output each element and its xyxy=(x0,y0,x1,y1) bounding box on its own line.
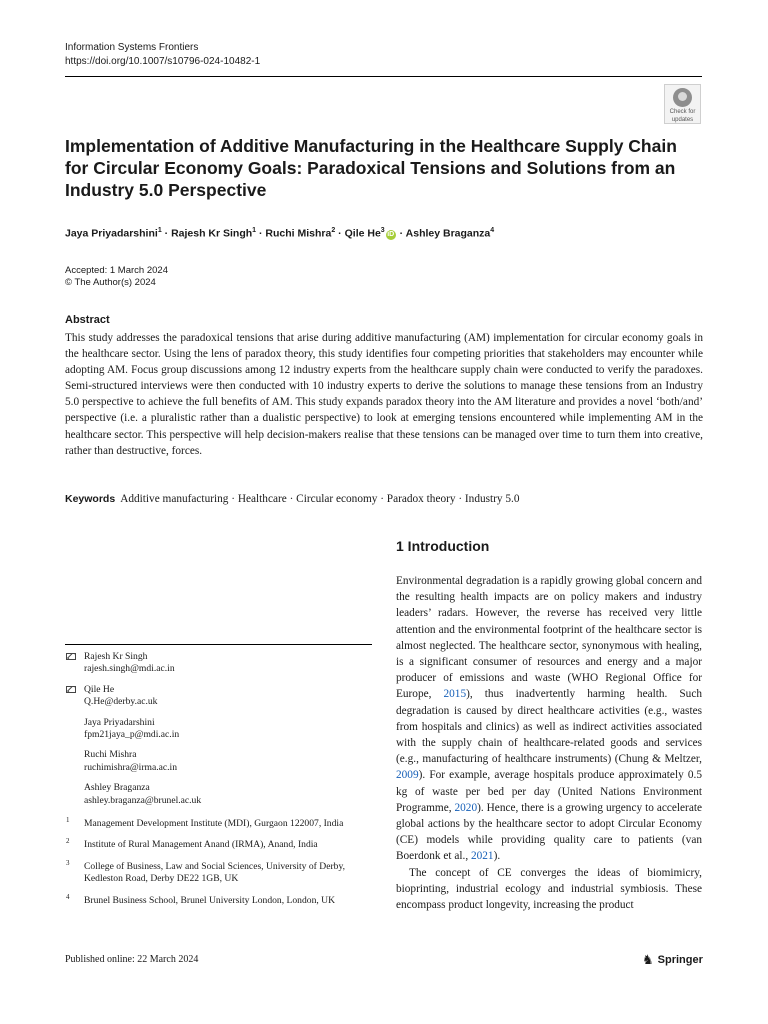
author-name: Ashley Braganza xyxy=(405,227,491,240)
published-date: Published online: 22 March 2024 xyxy=(65,954,199,965)
contact-entry xyxy=(65,684,372,709)
affiliation-text: Management Development Institute (MDI), Gurgaon 122007, India xyxy=(84,818,344,829)
orcid-icon[interactable]: iD xyxy=(387,230,395,238)
affiliation-number: 2 xyxy=(66,837,70,846)
contact-email[interactable]: Q.He@derby.ac.uk xyxy=(84,696,158,708)
paragraph: Environmental degradation is a rapidly growing global concern and the resulting health impacts are on policy makers and industry leaders’ radars. However, the reverse has received very little attention and the environmental footprint of the healthcare sector is almost neglected. The healthcare sector, synonymous with healing, is a significant consumer of resources and energy and a major producer of emissions and waste (WHO Regional Office for Europe, 2015), thus inadvertently harming health. Such degradation is caused by direct healthcare activities (e.g., wastes from hospitals and clinics) as well as indirect activities associated with the supply chain of healthcare-related goods and services (e.g., manufacturing of healthcare instruments) (Chung & Meltzer, 2009). For example, average hospitals produce approximately 0.5 kg of waste per bed per day (United Nations Environment Programme, 2020). Hence, there is a growing urgency to accelerate global actions by the healthcare sector to adopt Circular Economy (CE) models while providing quality care to patients (van Boerdonk et al., 2021). xyxy=(396,575,702,863)
footnote-rule xyxy=(65,644,372,645)
publisher-name: Springer xyxy=(657,954,703,966)
affiliation-text: Brunel Business School, Brunel University London, London, UK xyxy=(84,894,336,906)
author-name: Jaya Priyadarshini xyxy=(65,227,158,240)
author-affiliation-ref: 1 xyxy=(252,227,257,234)
affiliation-entry xyxy=(65,892,372,907)
author-name: Ruchi Mishra xyxy=(265,227,332,240)
contact-email[interactable]: fpm21jaya_p@mdi.ac.in xyxy=(84,729,180,741)
accepted-date: Accepted: 1 March 2024 xyxy=(65,265,168,276)
check-for-updates-badge[interactable] xyxy=(664,84,701,124)
affiliation-number: 3 xyxy=(66,858,70,867)
affiliation-text: College of Business, Law and Social Sciences, University of Derby, Kedleston Road, Derby DE22 1GB, UK xyxy=(84,860,346,885)
contact-entry xyxy=(65,651,372,676)
keywords xyxy=(65,492,705,507)
contact-entry xyxy=(65,749,372,774)
affiliation-entry xyxy=(65,818,372,830)
citation-link[interactable]: 2021 xyxy=(470,850,494,863)
header-rule xyxy=(65,76,702,77)
author-affiliation-ref: 1 xyxy=(157,227,162,234)
abstract-heading: Abstract xyxy=(65,314,110,326)
author-list: Jaya Priyadarshini$^1$ · Rajesh Kr Singh$^1$ · Ruchi Mishra$^2$ · Qile He$^3$ iD · Ashley Braganza$^4$ xyxy=(65,227,495,240)
citation-link[interactable]: 2015 xyxy=(443,688,467,701)
contact-email[interactable]: rajesh.singh@mdi.ac.in xyxy=(84,663,175,675)
badge-line-2: updates xyxy=(671,117,694,123)
affiliation-entry xyxy=(65,858,372,886)
introduction-body xyxy=(396,573,702,913)
springer-horse-icon: ♞ xyxy=(642,952,654,967)
doi-link[interactable]: https://doi.org/10.1007/s10796-024-10482-1 xyxy=(65,56,261,67)
envelope-icon xyxy=(66,653,76,660)
affiliation-text: Institute of Rural Management Anand (IRMA), Anand, India xyxy=(84,839,318,851)
contact-name: Rajesh Kr Singh xyxy=(84,651,148,662)
keywords-list: Additive manufacturing · Healthcare · Circular economy · Paradox theory · Industry 5.0 xyxy=(120,493,520,505)
author-name: Rajesh Kr Singh xyxy=(171,227,253,240)
affiliation-number: 4 xyxy=(66,892,70,901)
envelope-icon xyxy=(66,686,76,693)
affiliations xyxy=(65,818,372,916)
abstract-text: This study addresses the paradoxical tensions that arise during additive manufacturing (AM) implementation for circular economy goals in the healthcare sector. Using the lens of paradox theory, this study identifies four competing priorities that stakeholders may encounter while adopting AM. Focus group discussions among 12 industry experts from the healthcare supply chain were conducted to verify the paradoxes. Semi-structured interviews were then conducted with 10 industry experts to derive the solutions to manage these tensions from an Industry 5.0 perspective to achieve the full benefits of AM. This study expands paradox theory into the AM literature and provides a novel ‘both/and’ perspective (i.e. a pluralistic rather than a dualistic perspective) to look at emerging tensions encountered while implementing AM in the healthcare sector. This perspective will help decision-makers realise that these tensions can be managed over time to turn them into creative, rather than destructive, forces. xyxy=(65,332,703,457)
contact-email[interactable]: ashley.braganza@brunel.ac.uk xyxy=(84,794,202,806)
paragraph: The concept of CE converges the ideas of biomimicry, bioprinting, industrial ecology and industrial symbiosis. These encompass product longevity, increasing the product xyxy=(396,866,702,912)
keywords-label: Keywords xyxy=(65,493,116,505)
citation-link[interactable]: 2020 xyxy=(454,801,478,814)
publisher-logo[interactable] xyxy=(642,952,703,968)
journal-header xyxy=(65,41,260,69)
contact-name: Jaya Priyadarshini xyxy=(84,716,155,728)
contact-name: Qile He xyxy=(84,683,115,695)
citation-link[interactable]: 2009 xyxy=(396,769,419,782)
contact-entry xyxy=(65,717,372,742)
contact-name: Ashley Braganza xyxy=(84,782,150,794)
section-heading-introduction: 1 Introduction xyxy=(396,538,490,554)
check-updates-icon xyxy=(673,88,692,107)
contact-entry xyxy=(65,782,372,807)
contact-name: Ruchi Mishra xyxy=(84,749,137,761)
journal-name: Information Systems Frontiers xyxy=(65,42,199,53)
author-contacts xyxy=(65,651,372,815)
badge-line-1: Check for xyxy=(669,109,696,115)
author-affiliation-ref: 3 xyxy=(380,227,385,234)
paper-title: Implementation of Additive Manufacturing in the Healthcare Supply Chain for Circular Economy Goals: Paradoxical Tensions and Solutions from an Industry 5.0 Perspective xyxy=(65,136,677,200)
author-name: Qile He xyxy=(344,227,381,240)
article-dates xyxy=(65,265,168,289)
author-affiliation-ref: 4 xyxy=(490,227,495,234)
contact-email[interactable]: ruchimishra@irma.ac.in xyxy=(84,761,178,773)
affiliation-entry xyxy=(65,839,372,851)
copyright-notice: © The Author(s) 2024 xyxy=(65,277,156,288)
affiliation-number: 1 xyxy=(66,816,70,824)
author-affiliation-ref: 2 xyxy=(331,227,336,234)
